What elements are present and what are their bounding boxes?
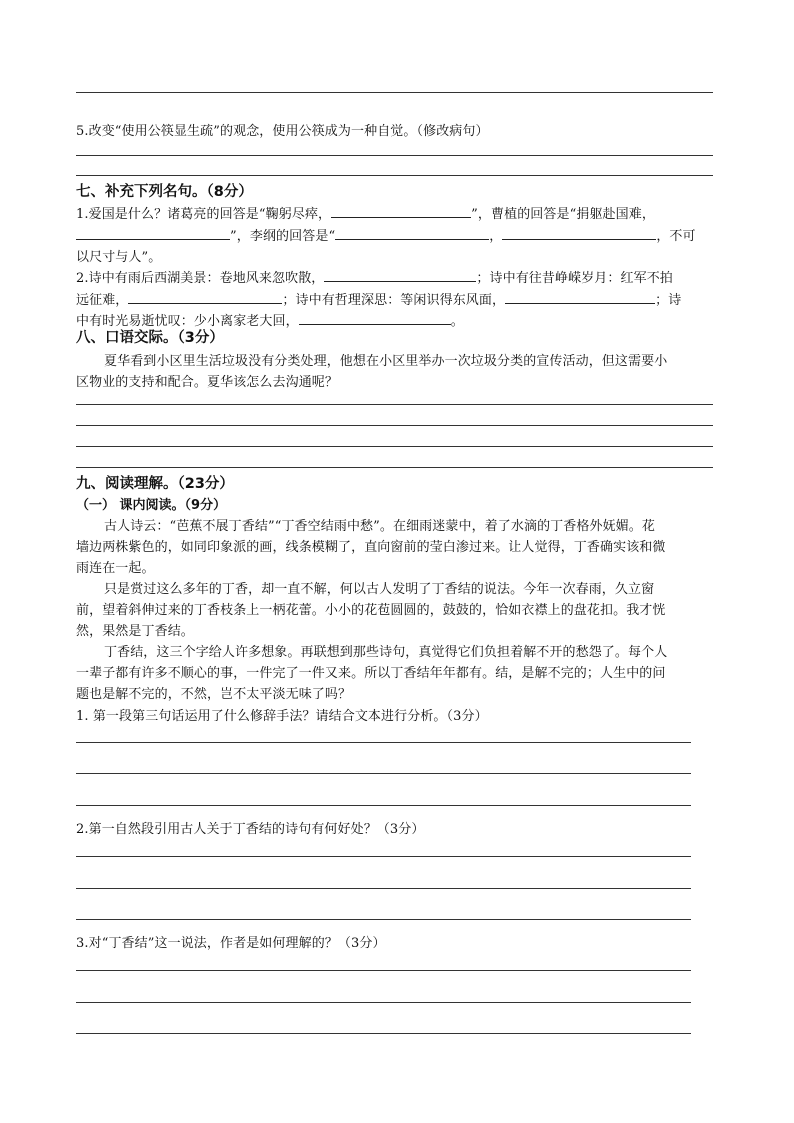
answer-line [76,404,713,405]
answer-line [76,467,713,468]
passage-line: 雨连在一起。 [76,561,155,576]
line-text: ”，李纲的回答是“ [230,229,336,244]
answer-line [76,446,713,447]
passage-line: 题也是解不完的，不然，岂不太平淡无味了吗？ [76,687,352,702]
passage-line: 丁香结，这三个字给人许多想象。再联想到那些诗句，真觉得它们负担着解不开的愁怨了。每个人 [104,645,668,660]
fill-blank[interactable] [335,225,489,240]
answer-line [76,155,713,156]
fill-blank[interactable] [505,289,655,304]
fill-blank[interactable] [331,203,471,218]
line-text: ；诗中有往昔峥嵘岁月：红军不拍 [476,271,673,286]
line-text: 远征难， [76,293,129,308]
answer-line [76,175,713,176]
line-text: 1.爱国是什么？诸葛亮的回答是“鞠躬尽瘁， [76,207,332,222]
answer-line [76,1033,691,1034]
answer-line [76,742,691,743]
section-8-prompt-line2: 区物业的支持和配合。夏华该怎么去沟通呢？ [76,375,339,390]
answer-line [76,1002,691,1003]
answer-line [76,970,691,971]
passage-line: 然，果然是丁香结。 [76,624,194,639]
section-7-line [76,225,696,244]
answer-line [76,773,691,774]
answer-line [76,919,691,920]
section-7-line [76,267,673,286]
line-text: ，不可 [656,229,696,244]
answer-line [76,856,691,857]
passage-line: 前，望着斜伸过来的丁香枝条上一柄花蕾。小小的花苞圆圆的，鼓鼓的，恰如衣襟上的盘花扣。我才恍 [76,603,666,618]
fill-blank[interactable] [299,310,451,325]
reading-question-2: 2.第一自然段引用古人关于丁香结的诗句有何好处？（3分） [76,822,425,837]
reading-question-3: 3.对“丁香结”这一说法，作者是如何理解的？（3分） [76,936,386,951]
fill-blank[interactable] [76,225,230,240]
line-text: ”，曹植的回答是“捐躯赴国难， [471,207,655,222]
line-text: ；诗中有哲理深思：等闲识得东风面， [282,293,506,308]
section-8-heading: 八、口语交际。（3分） [76,330,224,346]
question-5: 5.改变“使用公筷显生疏”的观念，使用公筷成为一种自觉。（修改病句） [76,124,489,139]
line-text: ；诗 [655,293,682,308]
answer-line [76,805,691,806]
section-7-line [76,289,681,308]
reading-question-1: 1. 第一段第三句话运用了什么修辞手法？请结合文本进行分析。（3分） [76,709,488,724]
fill-blank[interactable] [502,225,656,240]
fill-blank[interactable] [324,267,476,282]
section-7-heading: 七、补充下列名句。（8分） [76,184,253,200]
section-9-heading: 九、阅读理解。（23分） [76,476,234,492]
passage-line: 只是赏过这么多年的丁香，却一直不解，何以古人发明了丁香结的说法。今年一次春雨，久立窗 [104,582,655,597]
answer-line [76,92,713,93]
fill-blank[interactable] [128,289,282,304]
answer-line [76,888,691,889]
passage-line: 一辈子都有许多不顺心的事，一件完了一件又来。所以丁香结年年都有。结，是解不完的；人生中的问 [76,666,666,681]
line-text: 。 [450,314,464,329]
passage-line: 墙边两株紫色的，如同印象派的画，线条模糊了，直向窗前的莹白渗过来。让人觉得，丁香确实该和微 [76,540,666,555]
passage-line: 古人诗云：“芭蕉不展丁香结”“丁香空结雨中愁”。在细雨迷蒙中，着了水滴的丁香格外妩媚。花 [104,519,655,534]
section-9-subheading: （一） 课内阅读。（9分） [76,498,227,513]
answer-line [76,425,713,426]
line-text: 2.诗中有雨后西湖美景：卷地风来忽吹散， [76,271,325,286]
section-8-prompt-line1: 夏华看到小区里生活垃圾没有分类处理，他想在小区里举办一次垃圾分类的宣传活动，但这需要小 [104,354,668,369]
line-text: ， [489,229,503,244]
line-text: 中有时光易逝忧叹：少小离家老大回， [76,314,299,329]
section-7-line [76,203,655,222]
section-7-line: 以尺寸与人”。 [76,250,162,265]
